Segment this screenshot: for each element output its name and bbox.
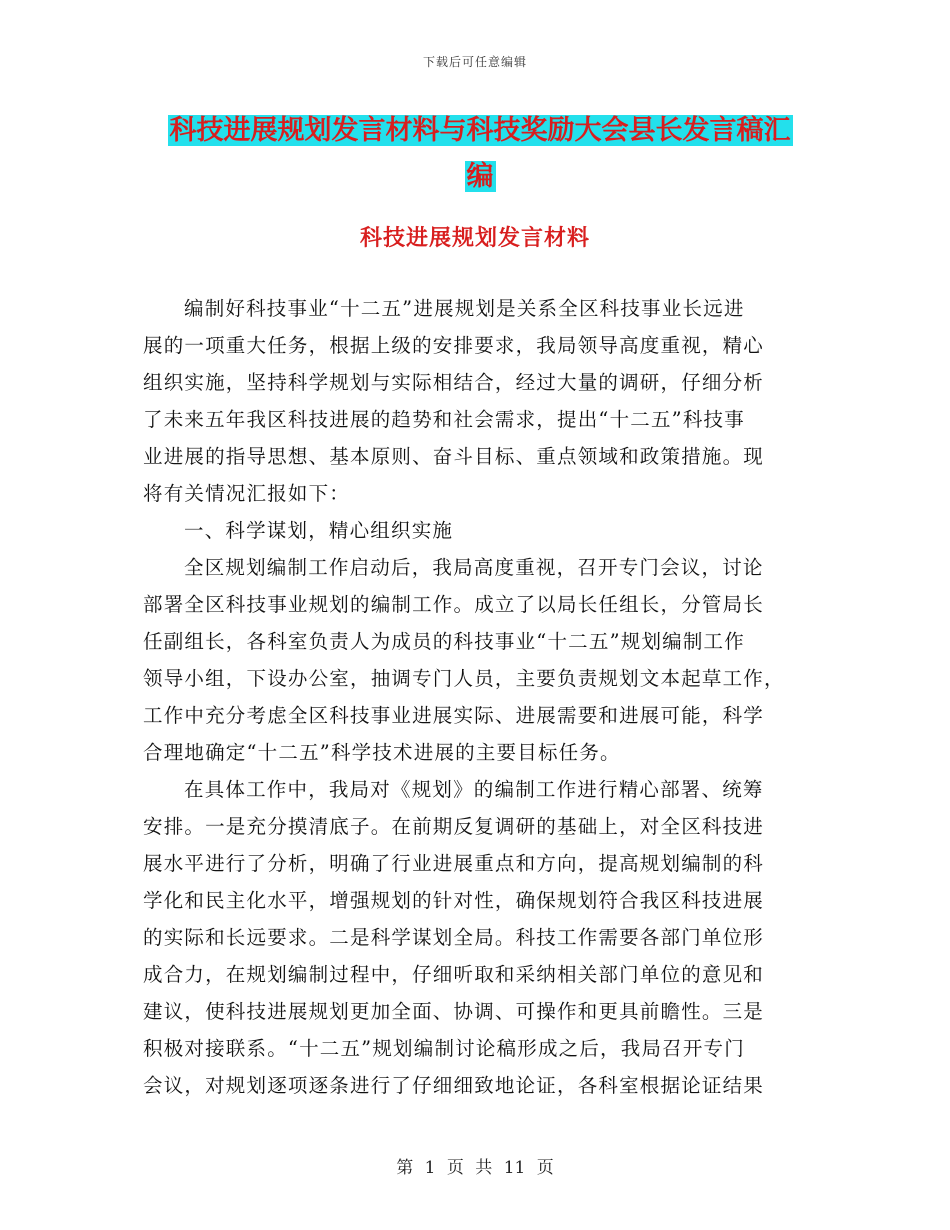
paragraph-line: 领导小组，下设办公室，抽调专门人员，主要负责规划文本起草工作，: [143, 667, 785, 690]
paragraph-line: 建议，使科技进展规划更加全面、协调、可操作和更具前瞻性。三是: [143, 1000, 765, 1023]
paragraph-line: 工作中充分考虑全区科技事业进展实际、进展需要和进展可能，科学: [143, 704, 765, 727]
paragraph-line: 会议，对规划逐项逐条进行了仔细细致地论证，各科室根据论证结果: [143, 1074, 765, 1097]
paragraph-line: 成合力，在规划编制过程中，仔细听取和采纳相关部门单位的意见和: [143, 963, 765, 986]
paragraph-line: 的实际和长远要求。二是科学谋划全局。科技工作需要各部门单位形: [143, 926, 765, 949]
paragraph-line: 安排。一是充分摸清底子。在前期反复调研的基础上，对全区科技进: [143, 815, 765, 838]
subheading-line: 一、科学谋划，精心组织实施: [184, 519, 454, 542]
paragraph-line: 业进展的指导思想、基本原则、奋斗目标、重点领域和政策措施。现: [143, 445, 765, 468]
document-title: [140, 108, 820, 200]
paragraph-line: 合理地确定“十二五”科学技术进展的主要目标任务。: [143, 741, 621, 764]
paragraph-line: 在具体工作中，我局对《规划》的编制工作进行精心部署、统筹: [184, 778, 764, 801]
paragraph-line: 学化和民主化水平，增强规划的针对性，确保规划符合我区科技进展: [143, 889, 765, 912]
paragraph-line: 了未来五年我区科技进展的趋势和社会需求，提出“十二五”科技事: [143, 408, 745, 431]
paragraph-line: 编制好科技事业“十二五”进展规划是关系全区科技事业长远进: [184, 297, 745, 320]
paragraph-line: 部署全区科技事业规划的编制工作。成立了以局长任组长，分管局长: [143, 593, 765, 616]
paragraph-line: 积极对接联系。“十二五”规划编制讨论稿形成之后，我局召开专门: [143, 1037, 745, 1060]
page-header-note: 下载后可任意编辑: [422, 55, 527, 69]
paragraph-line: 展的一项重大任务，根据上级的安排要求，我局领导高度重视，精心: [143, 334, 765, 357]
section-title: 科技进展规划发言材料: [359, 226, 590, 251]
paragraph-line: 组织实施，坚持科学规划与实际相结合，经过大量的调研，仔细分析: [143, 371, 765, 394]
document-title-line-1: 科技进展规划发言材料与科技奖励大会县长发言稿汇: [169, 115, 791, 146]
paragraph-line: 全区规划编制工作启动后，我局高度重视，召开专门会议，讨论: [184, 556, 764, 579]
document-title-line-2: 编: [466, 161, 494, 192]
page-number-footer: 第 1 页 共 11 页: [396, 1158, 554, 1178]
document-body: [143, 290, 803, 1104]
paragraph-line: 将有关情况汇报如下：: [143, 482, 351, 505]
paragraph-line: 展水平进行了分析，明确了行业进展重点和方向，提高规划编制的科: [143, 852, 765, 875]
paragraph-line: 任副组长，各科室负责人为成员的科技事业“十二五”规划编制工作: [143, 630, 745, 653]
